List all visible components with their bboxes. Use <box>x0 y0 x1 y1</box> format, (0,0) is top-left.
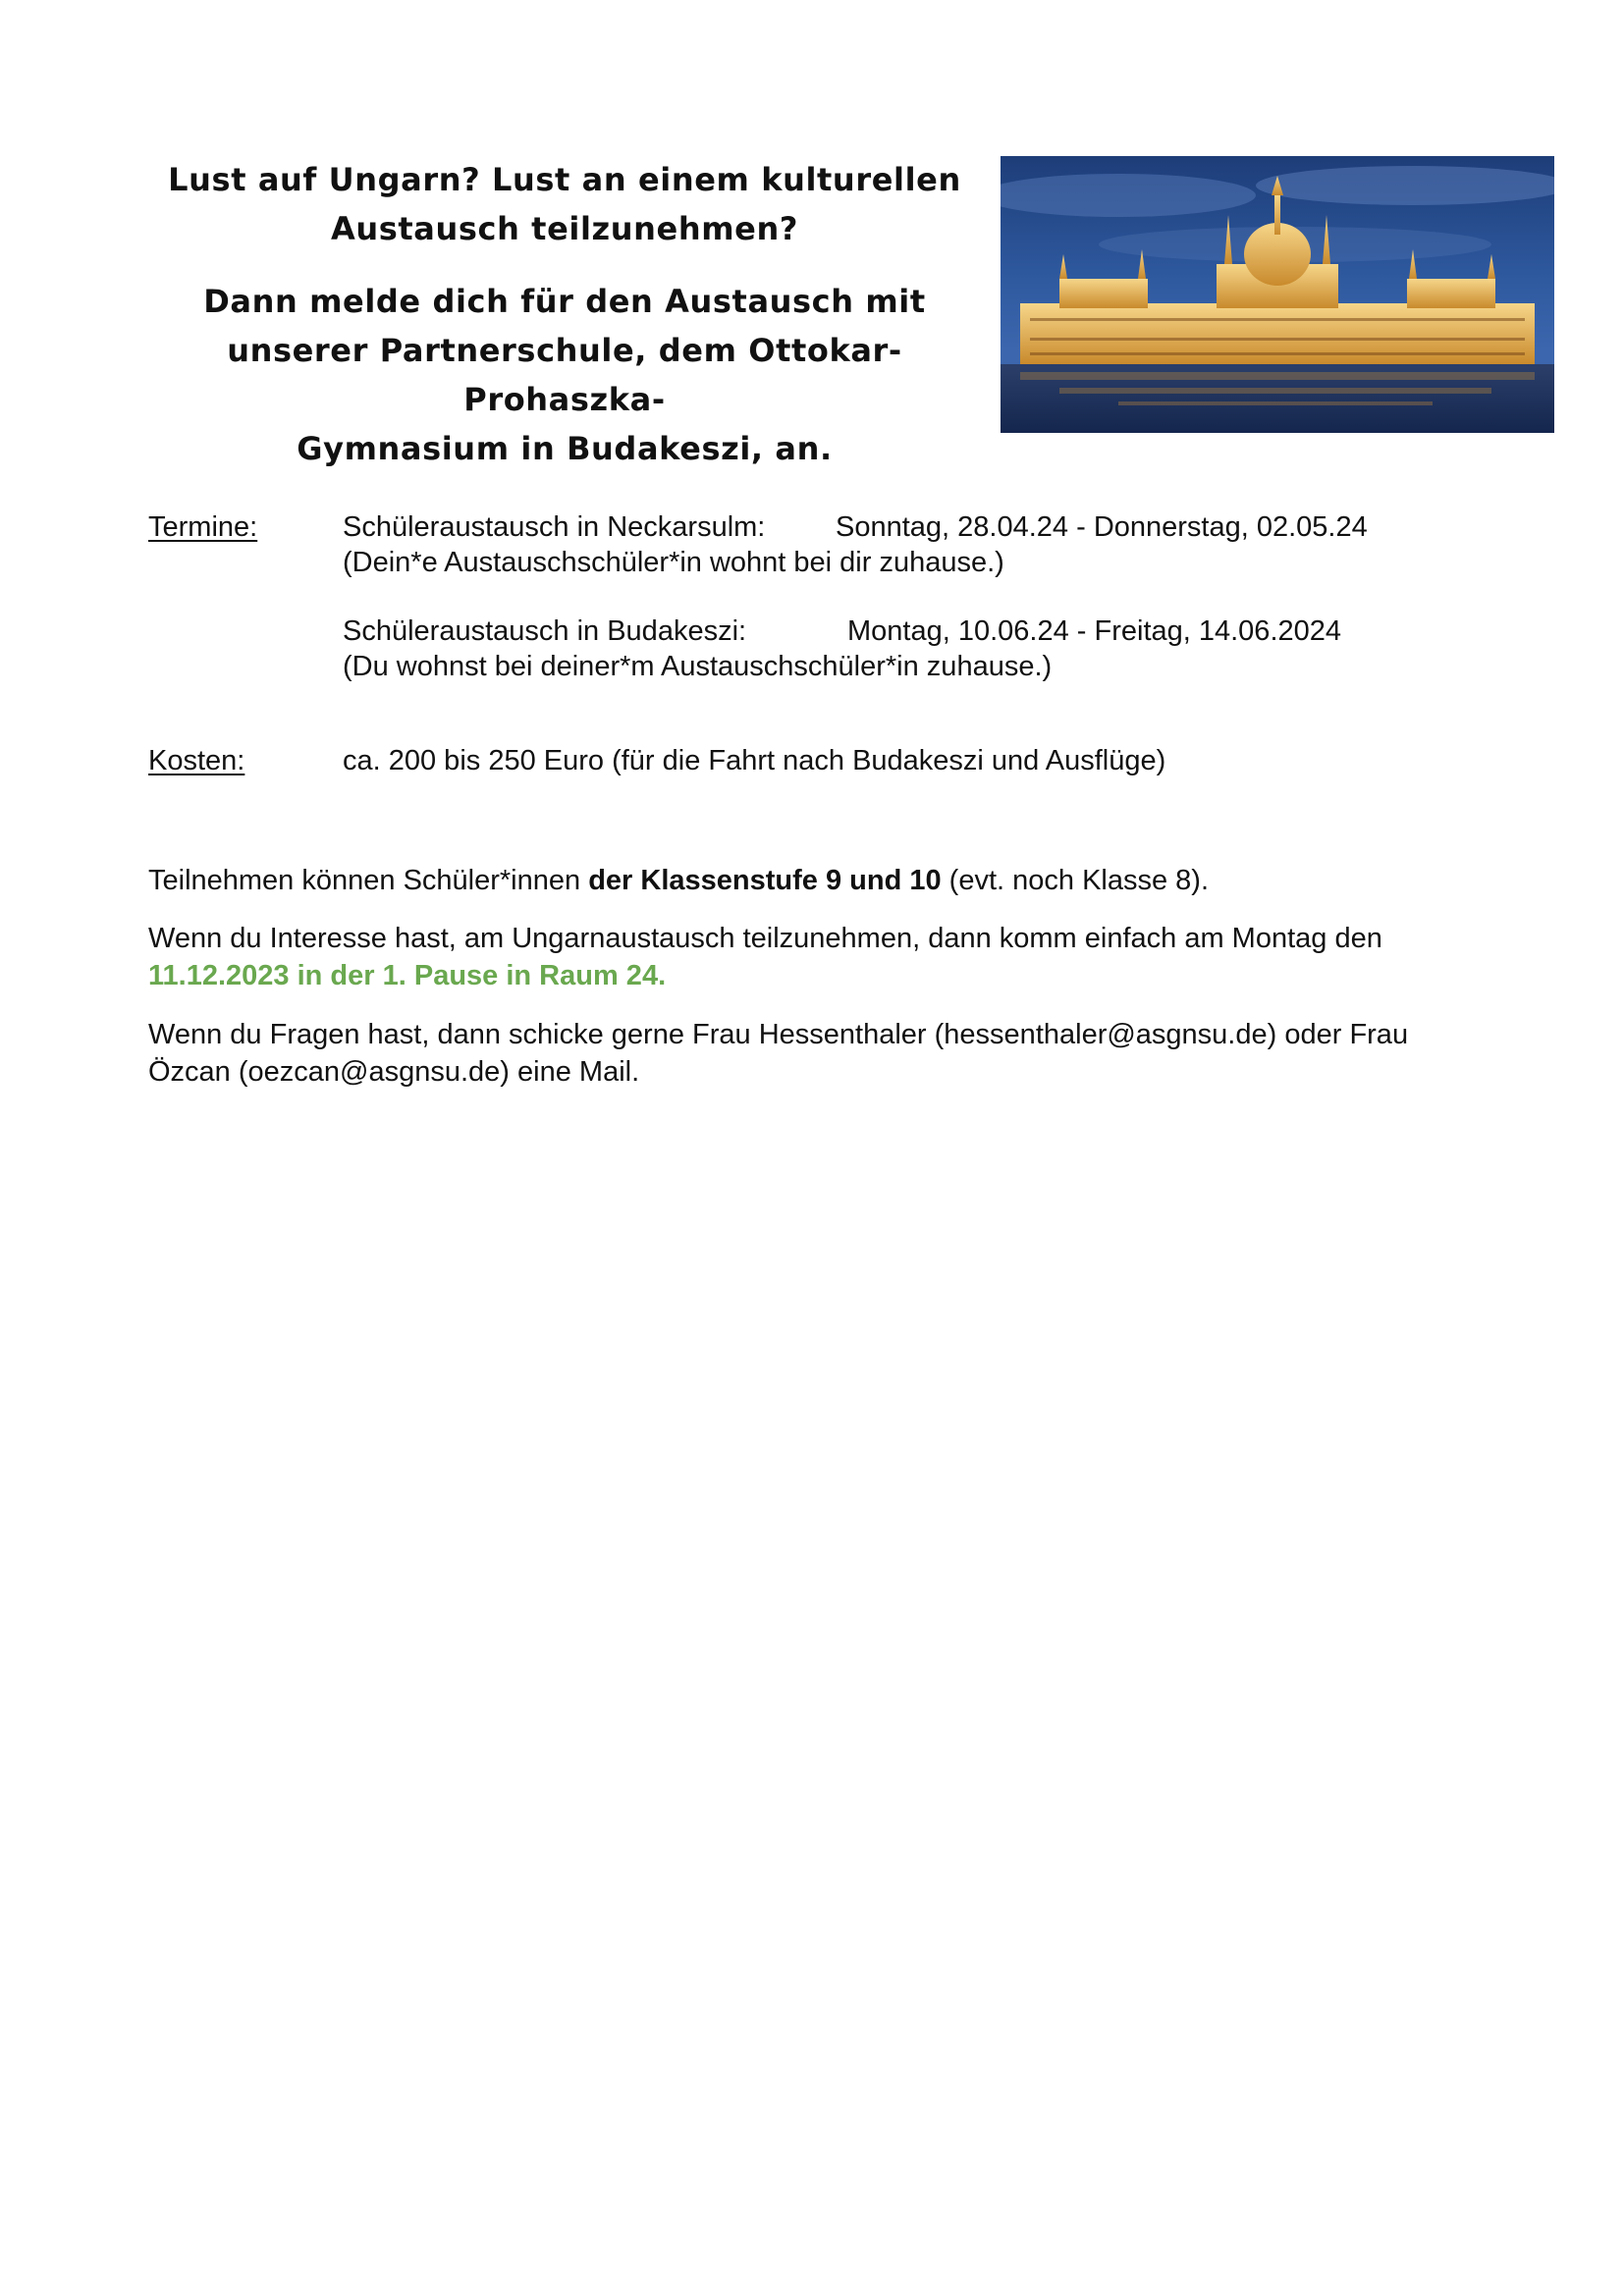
interesse-text: Wenn du Interesse hast, am Ungarnaustausch teilzunehmen, dann komm einfach am Montag den <box>148 923 1382 954</box>
neckarsulm-title: Schüleraustausch in Neckarsulm: <box>343 511 766 543</box>
teilnehmen-bold: der Klassenstufe 9 und 10 <box>588 865 942 896</box>
neckarsulm-dates: Sonntag, 28.04.24 - Donnerstag, 02.05.24 <box>836 511 1368 543</box>
headline-line-3: Dann melde dich für den Austausch mit <box>203 283 926 320</box>
neckarsulm-note: (Dein*e Austauschschüler*in wohnt bei dir zuhause.) <box>343 547 1004 578</box>
termine-label: Termine: <box>148 511 258 543</box>
headline <box>147 155 982 473</box>
budakeszi-title: Schüleraustausch in Budakeszi: <box>343 615 747 647</box>
budakeszi-note: (Du wohnst bei deiner*m Austauschschüler*in zuhause.) <box>343 651 1053 682</box>
teilnehmen-post: (evt. noch Klasse 8). <box>941 865 1210 896</box>
headline-line-4: unserer Partnerschule, dem Ottokar-Prohaszka- <box>227 332 902 418</box>
fragen-line-1: Wenn du Fragen hast, dann schicke gerne Frau Hessenthaler (hessenthaler@asgnsu.de) oder Frau <box>148 1019 1409 1050</box>
budapest-parliament-night-photo <box>1001 156 1554 433</box>
fragen-paragraph <box>148 1016 1503 1091</box>
fragen-line-2: Özcan (oezcan@asgnsu.de) eine Mail. <box>148 1056 640 1088</box>
interesse-highlight: 11.12.2023 in der 1. Pause in Raum 24. <box>148 960 667 991</box>
teilnehmen-paragraph <box>148 862 1503 899</box>
budakeszi-dates: Montag, 10.06.24 - Freitag, 14.06.2024 <box>847 615 1342 647</box>
headline-line-5: Gymnasium in Budakeszi, an. <box>297 430 833 467</box>
teilnehmen-pre: Teilnehmen können Schüler*innen <box>148 865 589 896</box>
headline-line-1: Lust auf Ungarn? Lust an einem kulturellen <box>168 161 961 198</box>
kosten-text: ca. 200 bis 250 Euro (für die Fahrt nach Budakeszi und Ausflüge) <box>343 745 1166 776</box>
headline-line-2: Austausch teilzunehmen? <box>330 210 798 247</box>
kosten-label: Kosten: <box>148 745 245 776</box>
interesse-paragraph <box>148 920 1503 994</box>
